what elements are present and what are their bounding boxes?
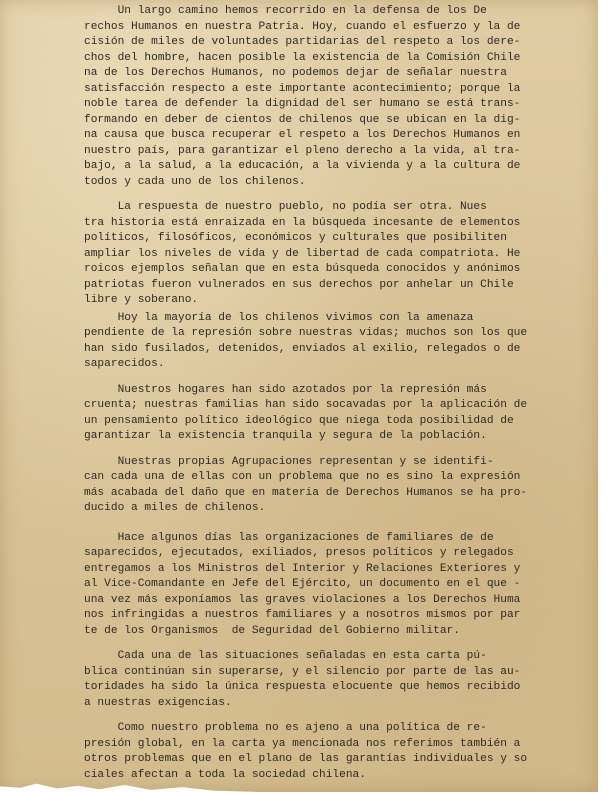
paragraph-7 (84, 649, 574, 711)
text-line: rechos Humanos en nuestra Patria. Hoy, cuando el esfuerzo y la de (84, 20, 521, 33)
text-line: han sido fusilados, detenidos, enviados al exilio, relegados o de (84, 342, 521, 355)
paragraph-1 (84, 4, 574, 190)
text-line: satisfacción respecto a este importante acontecimiento; porque la (84, 82, 521, 95)
text-line: cisión de miles de voluntades partidarias del respeto a los dere- (84, 36, 521, 48)
text-line: te de los Organismos de Seguridad del Gobierno militar. (84, 624, 460, 637)
text-line: cruenta; nuestras familias han sido socavadas por la aplicación de (84, 399, 528, 411)
paragraph-8 (84, 721, 574, 783)
text-line: libre y soberano. (84, 294, 199, 306)
text-line: patriotas fueron vulnerados en sus derechos por anhelar un Chile (84, 278, 514, 291)
text-line: un pensamiento político ideológico que niega toda posibilidad de (84, 414, 514, 427)
text-line: can cada una de ellas con un problema que no es sino la expresión (84, 471, 521, 483)
text-line: tra historia está enraizada en la búsqueda incesante de elementos (84, 216, 521, 229)
text-line: blica continúan sin superarse, y el silencio por parte de las au- (84, 665, 521, 678)
text-line: na de los Derechos Humanos, no podemos dejar de señalar nuestra (84, 67, 507, 79)
text-line: otros problemas que en el plano de las garantías individuales y so (84, 753, 528, 765)
text-line: nos infringidas a nuestros familiares y a nosotros mismos por par (84, 609, 521, 621)
text-line: al Vice-Comandante en Jefe del Ejército, un documento en el que - (84, 578, 521, 590)
text-line: políticos, filosóficos, económicos y culturales que posibiliten (84, 232, 507, 244)
text-line: toridades ha sido la única respuesta elocuente que hemos recibido (84, 681, 521, 693)
text-line: chos del hombre, hacen posible la existencia de la Comisión Chile (84, 51, 521, 64)
text-line: saparecidos, ejecutados, exiliados, presos políticos y relegados (84, 547, 514, 559)
paragraph-4 (84, 383, 574, 445)
text-line: na causa que busca recuperar el respeto a los Derechos Humanos en (84, 129, 521, 141)
text-line: roicos ejemplos señalan que en esta búsqueda conocidos y anónimos (84, 263, 521, 275)
text-line: a nuestras exigencias. (84, 696, 232, 709)
paragraph-2 (84, 200, 574, 309)
text-line: ampliar los niveles de vida y de libertad de cada compatriota. He (84, 247, 521, 260)
text-line: Un largo camino hemos recorrido en la defensa de los De (84, 5, 487, 17)
document-body (84, 4, 574, 793)
paragraph-5 (84, 455, 574, 517)
text-line: una vez más exponíamos las graves violaciones a los Derechos Huma (84, 593, 521, 606)
text-line: pendiente de la represión sobre nuestras vidas; muchos son los que (84, 327, 528, 339)
text-line: ciales afectan a toda la sociedad chilena. (84, 768, 366, 781)
text-line: nuestro país, para garantizar el pleno derecho a la vida, al tra- (84, 144, 521, 157)
text-line: ducido a miles de chilenos. (84, 502, 266, 514)
text-line: noble tarea de defender la dignidad del ser humano se está trans- (84, 98, 521, 110)
text-line: saparecidos. (84, 358, 165, 370)
text-line: La respuesta de nuestro pueblo, no podía ser otra. Nues (84, 201, 487, 213)
text-line: Nuestras propias Agrupaciones representan y se identifi- (84, 455, 494, 468)
text-line: Nuestros hogares han sido azotados por la represión más (84, 383, 487, 396)
text-line: Cada una de las situaciones señaladas en esta carta pú- (84, 650, 487, 662)
text-line: todos y cada uno de los chilenos. (84, 175, 306, 188)
text-line: formando en deber de cientos de chilenos que se ubican en la dig- (84, 113, 521, 126)
text-line: presión global, en la carta ya mencionada nos referimos también a (84, 737, 521, 750)
text-line: entregamos a los Ministros del Interior y Relaciones Exteriores y (84, 562, 521, 575)
text-line: garantizar la existencia tranquila y segura de la población. (84, 430, 487, 442)
text-line: Hace algunos días las organizaciones de familiares de de (84, 531, 494, 544)
paragraph-3 (84, 311, 574, 373)
text-line: bajo, a la salud, a la educación, a la vivienda y a la cultura de (84, 160, 521, 172)
text-line: Hoy la mayoría de los chilenos vivimos con la amenaza (84, 311, 474, 324)
text-line: más acabada del daño que en materia de Derechos Humanos se ha pro- (84, 486, 528, 499)
text-line: Como nuestro problema no es ajeno a una política de re- (84, 722, 487, 734)
paragraph-6 (84, 531, 574, 640)
